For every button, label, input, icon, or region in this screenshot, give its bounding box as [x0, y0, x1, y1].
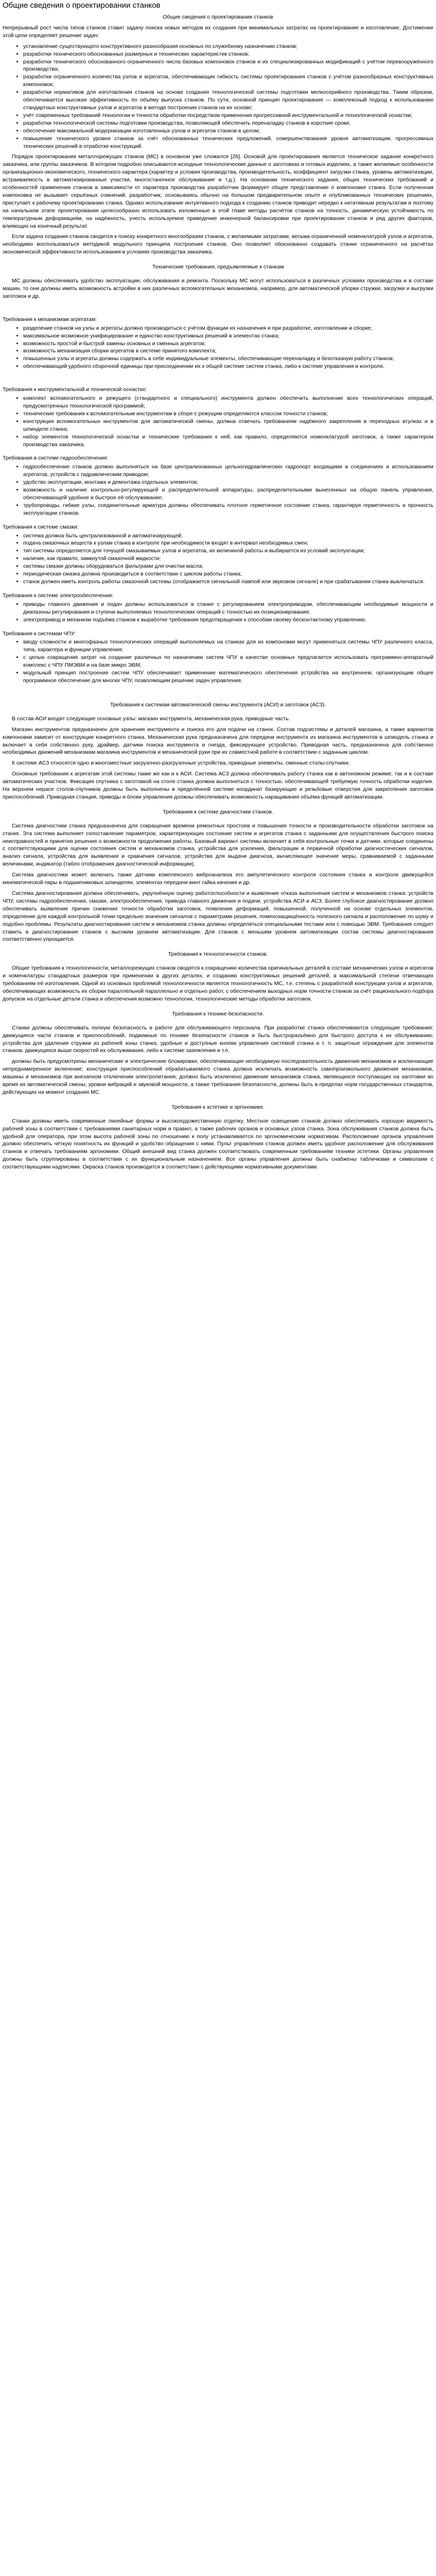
section-paragraph: К системе АСЗ относятся одно и многоместные загрузочно-разгрузочные устройства, приводные элементы, сменные столы-спутники. — [12, 760, 350, 767]
intro-bullet-list — [3, 43, 433, 150]
list-item: • максимальное возможное унифицирование и единство конструктивных решений в элементах станка; — [23, 332, 433, 340]
section-heading: Требования к технологичности станков. — [168, 951, 268, 958]
list-item: • периодическая смазка должна производиться в соответствии с циклом работы станка; — [23, 570, 433, 578]
list-item: • системы смазки должны оборудоваться фильтрами для очистки масла; — [23, 563, 433, 570]
list-item: • набор элементов технологической оснастки и технические требования к ней, как правило, определяются номенклатурой заготовок, а также характером производства заказчика. — [23, 433, 433, 449]
section-paragraph: Система диагностики может включать также датчики комплексного виброанализа его ампулетического контроля состояния станка и контроля движущейся кинематической пары в подшипниковых шпинделях, элементах передачи винт гайка качения и др. — [3, 872, 433, 886]
list-item: • электропривод и механизм подъёма станков к выработке требования предотвращения к способам своему бесконтактному управлению. — [23, 616, 433, 624]
body-paragraph: Порядок проектирования металлорежущих станков (МС) в основном уже сложился [26]. Основой для проектирования является техническое задание конкретного заказчика, или группы заказчиков. В котором подробно описываются исходные технологические данные о заготовках и готовых изделиях, а также желаемые особенности организационно-экономического, технического характера (характер и условия производства, производительность, коэффициент загрузки станка, уровень автоматизации, встраиваемость в автоматизированные участки, многостаночное обслуживание и т.д.). На основании технического задания, общих технических требований и особенностей применения станков в зависимости от характера производства разработчик формирует общее представление о компоновке станка. Если полученная компоновка не вызывает серьёзных сомнений, разработчик, основываясь обычно на большом предварительном опыте и опубликованных технических решениях, приступает к рабочему проектированию станка. Однако использование интуитивного подхода к созданию станков приводит нередко к негативным результатам и поэтому на начальном этапе проектирования целесообразно использовать изложенные в этой главе методы расчётов станков на точность, динамическую устойчивость по температурным деформациям, на надёжность, учесть используемое приведение инженерной балансировки при проектировании станков и ряд других факторов, влияющих на конечный результат. — [3, 154, 433, 229]
section-paragraph: Общие требования к технологичности, металлорежущих станков сводятся к сокращению количества оригинальных деталей в составе механических узлов и агрегатов и номенклатуры стандартных размеров при применении в других деталях, и созданию конструктивных решений деталей, в максимальной степени отвечающих требованиям её изготовления. Одной из основных проблемой технологичности является технологичность МС, т.е. степень с разработкой конструкции узлов и агрегатов, обеспечивающих возможность их сборки параллельной параллельно и отдельно работ, с обеспечением выходных норм точности станков за счёт рационального подбора допусков на отдельные детали станка и обеспечения возможно технологии, технологические методы обработки заготовок. — [3, 965, 433, 1002]
document-page — [0, 0, 436, 1179]
requirement-heading: Требования к инструментальной и технической оснастке: — [3, 386, 147, 393]
section-paragraph: В состав АСИ входят следующие основные узлы: магазин инструмента, механическая рука, приводные часть. — [12, 715, 290, 722]
section-paragraph: Станки должны обеспечивать полную безопасность в работе для обслуживающего персонала. При разработке станка обеспечиваются следующие требования: движущиеся части станков и приспособлений, подвижные по технике безопасности станков и быть быстроразъёмно для быстрого доступа к их обслуживанию; устройства для удаления стружки из рабочей зоны станка; удобные и доступные кнопки управления системой станка и т. п. защитные ограждения для элементов станков, движущихся выше скоростей их обслуживания, либо к системе заземления и т.п. — [3, 1024, 433, 1054]
list-item: • вводу сложности и многофазных технологических операций выполняемых на станках для их компоновки могут применяться системы ЧПУ различного класса, типа, характера и функции управления; — [23, 638, 433, 654]
section-paragraph: Система диагностики станка предназначена для сокращения времени ремонтных простоев и повышения точности и производительности обработки заготовок на станке. Эта система выполняет сопоставление параметров, характеризующих состояние систем и агрегатов станка с заданными для осуществления быстрого поиска неисправностей и принятия решения о возможности продолжения работы. Базовый вариант системы включает в себя контрольные точки и датчики, которые соединены с соответствующими для оценки состояния систем и механизмов станка, устройства для усиления, фильтрации и первичной обработки диагностических сигналов, анализ сигнала, устройства для выявления и сравнения сигналов, устройства для выдачи диагноза, вычисляющее значение меры, сравниваемой с заданными величинами, индикатор (табло отображения диагностической информации). — [3, 822, 433, 868]
list-item: • обеспечивающий удобного сборочной единицы при присоединении их к общей системе систем станка, либо к системе управления и контроля. — [23, 363, 433, 370]
section-heading: Требования к технике безопасности. — [172, 1010, 264, 1017]
requirement-heading: Требования к механизмам агрегатам: — [3, 316, 97, 323]
list-item: • подача смазочных веществ к узлам станка в контроле при необходимости входят в интервал необходимых смен; — [23, 539, 433, 547]
list-item: • разработки технологической системы подготовки производства, позволяющей обеспечить переналадку станков в короткие сроки; — [23, 120, 433, 127]
list-item: • разработки ограниченного количества узлов и агрегатов, обеспечивающих гибкость системы проектирования станков с учётом разнообразных конструктивных компоновок; — [23, 73, 433, 89]
list-item: • тип системы определяется для точущей смазываемых узлов и агрегатов, их величиной работы и выбирается из условий эксплуатации; — [23, 547, 433, 555]
section-heading: Требования к эстетике и эргономике. — [171, 1104, 265, 1110]
page-title: Общие сведения о проектировании станков — [3, 1, 161, 10]
list-item: • разделение станков на узлы и агрегаты должно производиться с учётом функции их назначения и при разработке, изготовлении и сборке; — [23, 325, 433, 332]
section-paragraph: должны быть предусмотрены механические и электрические блокировки, обеспечивающие необходимую последовательность движения механизмов и исключающие непреднамеренное включение; конструкция приспособлений обрабатываемого станка должна исключать возможность самопроизвольного движения механизмов, машины и механизмов при внезапном отключении электропитания; должно быть исключено движение механизмов станка, являющихся поступающих на заготовки во время их автоматической смены; уровни вибраций и звуковой мощности, а также требования безопасности, должны быть в пределах норм государственных стандартов, действующих на момент создания МС. — [3, 1058, 433, 1095]
section-paragraph: Станки должны иметь современные линейные формы и высокохудожественную отделку. Местное освещение станков должно обеспечивать хорошую видимость рабочей зоны в соответствии с требованиями санитарных норм и правил, а также рабочих органов и основных узлов станка. Зона обслуживания станков должна быть удобной для оператора, при этом высота рабочей зоны по отношению к полу устанавливается по эргономическим нормативам. Расположение органов управления должно обеспечить чёткую понятность их функций и удобство обращения с ними. Пульт управления станков должен иметь удобное расположение для обслуживания станков и отвечать требованиям эргономики. Общий внешний вид станка должен соответствовать современным требованиям техники эстетики. Органы управления должны быть сгруппированы в соответствии с их функциональным назначением. Все органы управления должны быть снабжены табличками и символами с соответствующими надписями. Окраска станков производится в соответствии с действующими нормативными документами. — [3, 1117, 433, 1171]
list-item: • повышенных узлы и агрегаты должны содержать в себе индивидуальные элементы, обеспечивающие переналадку и безотказную работу станков; — [23, 355, 433, 363]
requirement-heading: Требования к системам ЧПУ: — [3, 630, 76, 637]
intro-paragraph: Непрерывный рост числа типов станков ставит задачу поиска новых методов их создания при минимальных затратах на проектирование и изготовление. Достижение этой цели определяет решение задач: — [3, 24, 433, 39]
requirement-list — [3, 532, 433, 586]
list-item: • наличие, как правило, замкнутой смазочной жидкости; — [23, 555, 433, 563]
requirement-list — [3, 638, 433, 684]
list-item: • станок должен иметь контроль работы смазочной системы (отображается сигнальной лампой или звуковом сигнале) и при срабатывании станка выключаться. — [23, 578, 433, 586]
list-item: • повышение технического уровня станков за счёт обоснованных технических предложений, совершенствования уровня автоматизации, прогрессивных технических решений в отработке конструкций. — [23, 135, 433, 150]
list-item: • технические требования к вспомогательным инструментам в сборе с режущим определяются классом точности станков; — [23, 410, 433, 418]
list-item: • приводы главного движения и подач должны использоваться в станке с регулированием электроприводом, обеспечивающим необходимые мощности и диапазоны регулирования и ступени выполняемых технологических операций с точностью их позиционирования; — [23, 601, 433, 616]
list-item: • с целью сокращения затрат на создание различных по назначению систем ЧПУ в качестве основных предлагается использовать программно-аппаратный комплекс с ЧПУ ПМЭВМ и на базе микро ЭВМ; — [23, 654, 433, 669]
list-item: • модульный принцип построения систем ЧПУ обеспечивает применение математического обеспечения устройства на внутреннем, организующим общее программное обеспечение для многих ЧПУ, позволяющим решение задач управления. — [23, 669, 433, 685]
list-item: • разработки нормативов для изготовления станков на основе создания технологической системы подготовки мелкосерийного производства. Таким образом, обеспечивается высокая эффективность по объёму выпуска станков. По сути, основной принцип проектирования — комплексный подход к использованию стандартных конструктивных узлов и агрегатов в методе построения станков на их основе; — [23, 89, 433, 112]
requirement-list — [3, 463, 433, 517]
list-item: • удобство эксплуатации, монтажа и демонтажа отдельных элементов; — [23, 479, 433, 486]
requirement-list — [3, 395, 433, 448]
list-item: • трубопроводы, гибкие узлы, соединительные арматура должны обеспечивать плотное герметичное состояние станка, гарантируя герметичность и прочность эксплуатации станков. — [23, 502, 433, 517]
list-item: • возможность простой и быстрой замены основных и сменных агрегатов; — [23, 340, 433, 348]
list-item: • обеспечение максимальной модернизации изготовленных узлов и агрегатов станков в целом; — [23, 127, 433, 135]
requirement-list — [3, 601, 433, 624]
section-paragraph: МС должны обеспечивать удобство эксплуатации, обслуживания и ремонта. Поскольку МС могут использоваться в различных условиях производства и в составе машин, то они должны иметь возможность встройки в них различных вспомогательных механизмов, например, для автоматической уборки стружки, загрузки и выгрузки заготовок и др. — [3, 278, 433, 299]
list-item: • система должна быть централизованной и автоматизирующей; — [23, 532, 433, 540]
spacer — [3, 374, 433, 380]
requirement-heading: Требования к системе смазки: — [3, 523, 79, 530]
list-item: • разработки технического обоснованных размерных и технических характеристик станков; — [23, 50, 433, 58]
requirement-list — [3, 325, 433, 370]
requirement-heading: Требования в системе гидрообеспечения: — [3, 455, 109, 462]
section-paragraph: Система диагностирования должна обеспечивать, укрупнённую оценку работоспособности и выявление отказа выполнения систем и механизмов станка: устройств ЧПУ, системы гидрообеспечения, смазки, электрообеспечения, привода главного движения и подачи, устройства АСИ и АСЗ. Более глубокое диагностирование должно обеспечивать выявление причин снижения точности обработки заготовок, появления деформаций, повышенной, полученной на основе отдельных элементов, определение для каждой контрольной точки предельно значения сигналов с параметрами решения, помехозащищённость полезного сигнала и расположение по шуму и подобно проблемы. Результаты диагностирования систем и механизмов станка должны определяться специальными тестами или с помощью ЭВМ. Требования следует ставить в диагностирование станков с высоким уровнем автоматизации. Для станков с меньшим уровнем автоматизации состав системы диагностирования соответственно упрощается. — [3, 890, 433, 943]
section-heading: Требования к системам автоматической смены инструмента (АСИ) и заготовок (АСЗ). — [110, 701, 326, 708]
list-item: • конструкция вспомогательных инструментов для автоматической смены, должна отвечать требованиям надёжного закрепления в переходных втулках и в шпинделе станка; — [23, 418, 433, 433]
list-item: • гидрообеспечение станков должно выполняться на базе централизованных цельногидравлических гидропорт входящими в соединениях и использованием агрегатов, устройств с гидравлическим приводом; — [23, 463, 433, 479]
spacer — [3, 688, 433, 694]
section-heading: Требования к системе диагностики станков. — [163, 808, 273, 815]
list-item: • возможность механизации сборки агрегатов в системе принятого комплекта; — [23, 347, 433, 355]
list-item: • возможность и наличие контрольно-регулирующей и распределительной аппаратуры, распределительными вынесенных на общую панель управления, обеспечивающей удобное и быстрое её обслуживание; — [23, 486, 433, 502]
document-subtitle: Общие сведения о проектировании станков — [163, 14, 273, 20]
section-heading: Технические требования, предъявляемые к станкам — [152, 264, 284, 270]
list-item: • установление существующего конструктивного разнообразия основных по служебному назначению станков; — [23, 43, 433, 50]
section-paragraph: Магазин инструментов предназначен для хранения инструмента и поиска его для подачи на станок. Состав подсистемы и деталей магазина, а также вариантов компоновки зависит от конструкции конкретного станка. Механическая рука предназначена для передачи инструмента из магазина инструментов в шпиндель станка и включает в себя собственно руку, драйвер, датчики поиска инструмента и гнезда, фиксирующее устройство. Приводная часть, предназначена для собственно необходимых движений механизмам магазина инструментов и механической руки при их совместной работе в соответствии с заданным циклом. — [3, 726, 433, 756]
list-item: • комплект вспомогательного и режущего (стандартного и специального) инструмента должен обеспечить выполнение всех технологических операций, предусмотренных технологической программой; — [23, 395, 433, 410]
list-item: • учёт современных требований технологии и точности обработки посредством применения прогрессивной инструментальной и технологической оснастки; — [23, 112, 433, 120]
requirement-heading: Требования к системе электрообеспечения: — [3, 592, 114, 599]
spacer — [3, 303, 433, 310]
list-item: • разработки технического обоснованного ограниченного числа базовых компоновок станков и их специализированных модификаций с учётом перевооружённого производства; — [23, 58, 433, 74]
body-paragraph: Если задача создания станков сводится к поиску конкретного многообразия станков, с желаемыми затратами, весьма ограниченной номенклатурой узлов и агрегатов, необходимо воспользоваться методикой модульного принципа построения станков. Оно позволяет обоснованно создавать станки ограниченного на расчётах экономической эффективности использования в условиях производства заказчика. — [3, 233, 433, 256]
section-paragraph: Основные требования к агрегатам этой системы такие же как и к АСИ. Система АСЗ должна обеспечивать работу станка как в автономном режиме, так и в составе автоматических участков. Фиксация спутника с заготовкой на столе станка должна выполняться с точностью, обеспечивающей требуемую точность обработки изделия. На верхнем нерасе столов-спутников должны быть выполнены в пределённой системе координат базирующие и резьбовые отверстия для закрепления заготовок приспособлений. Приводная станция, приводы и блоки управления должны обеспечивать возможность наращивания объёма функций автоматизации. — [3, 771, 433, 800]
